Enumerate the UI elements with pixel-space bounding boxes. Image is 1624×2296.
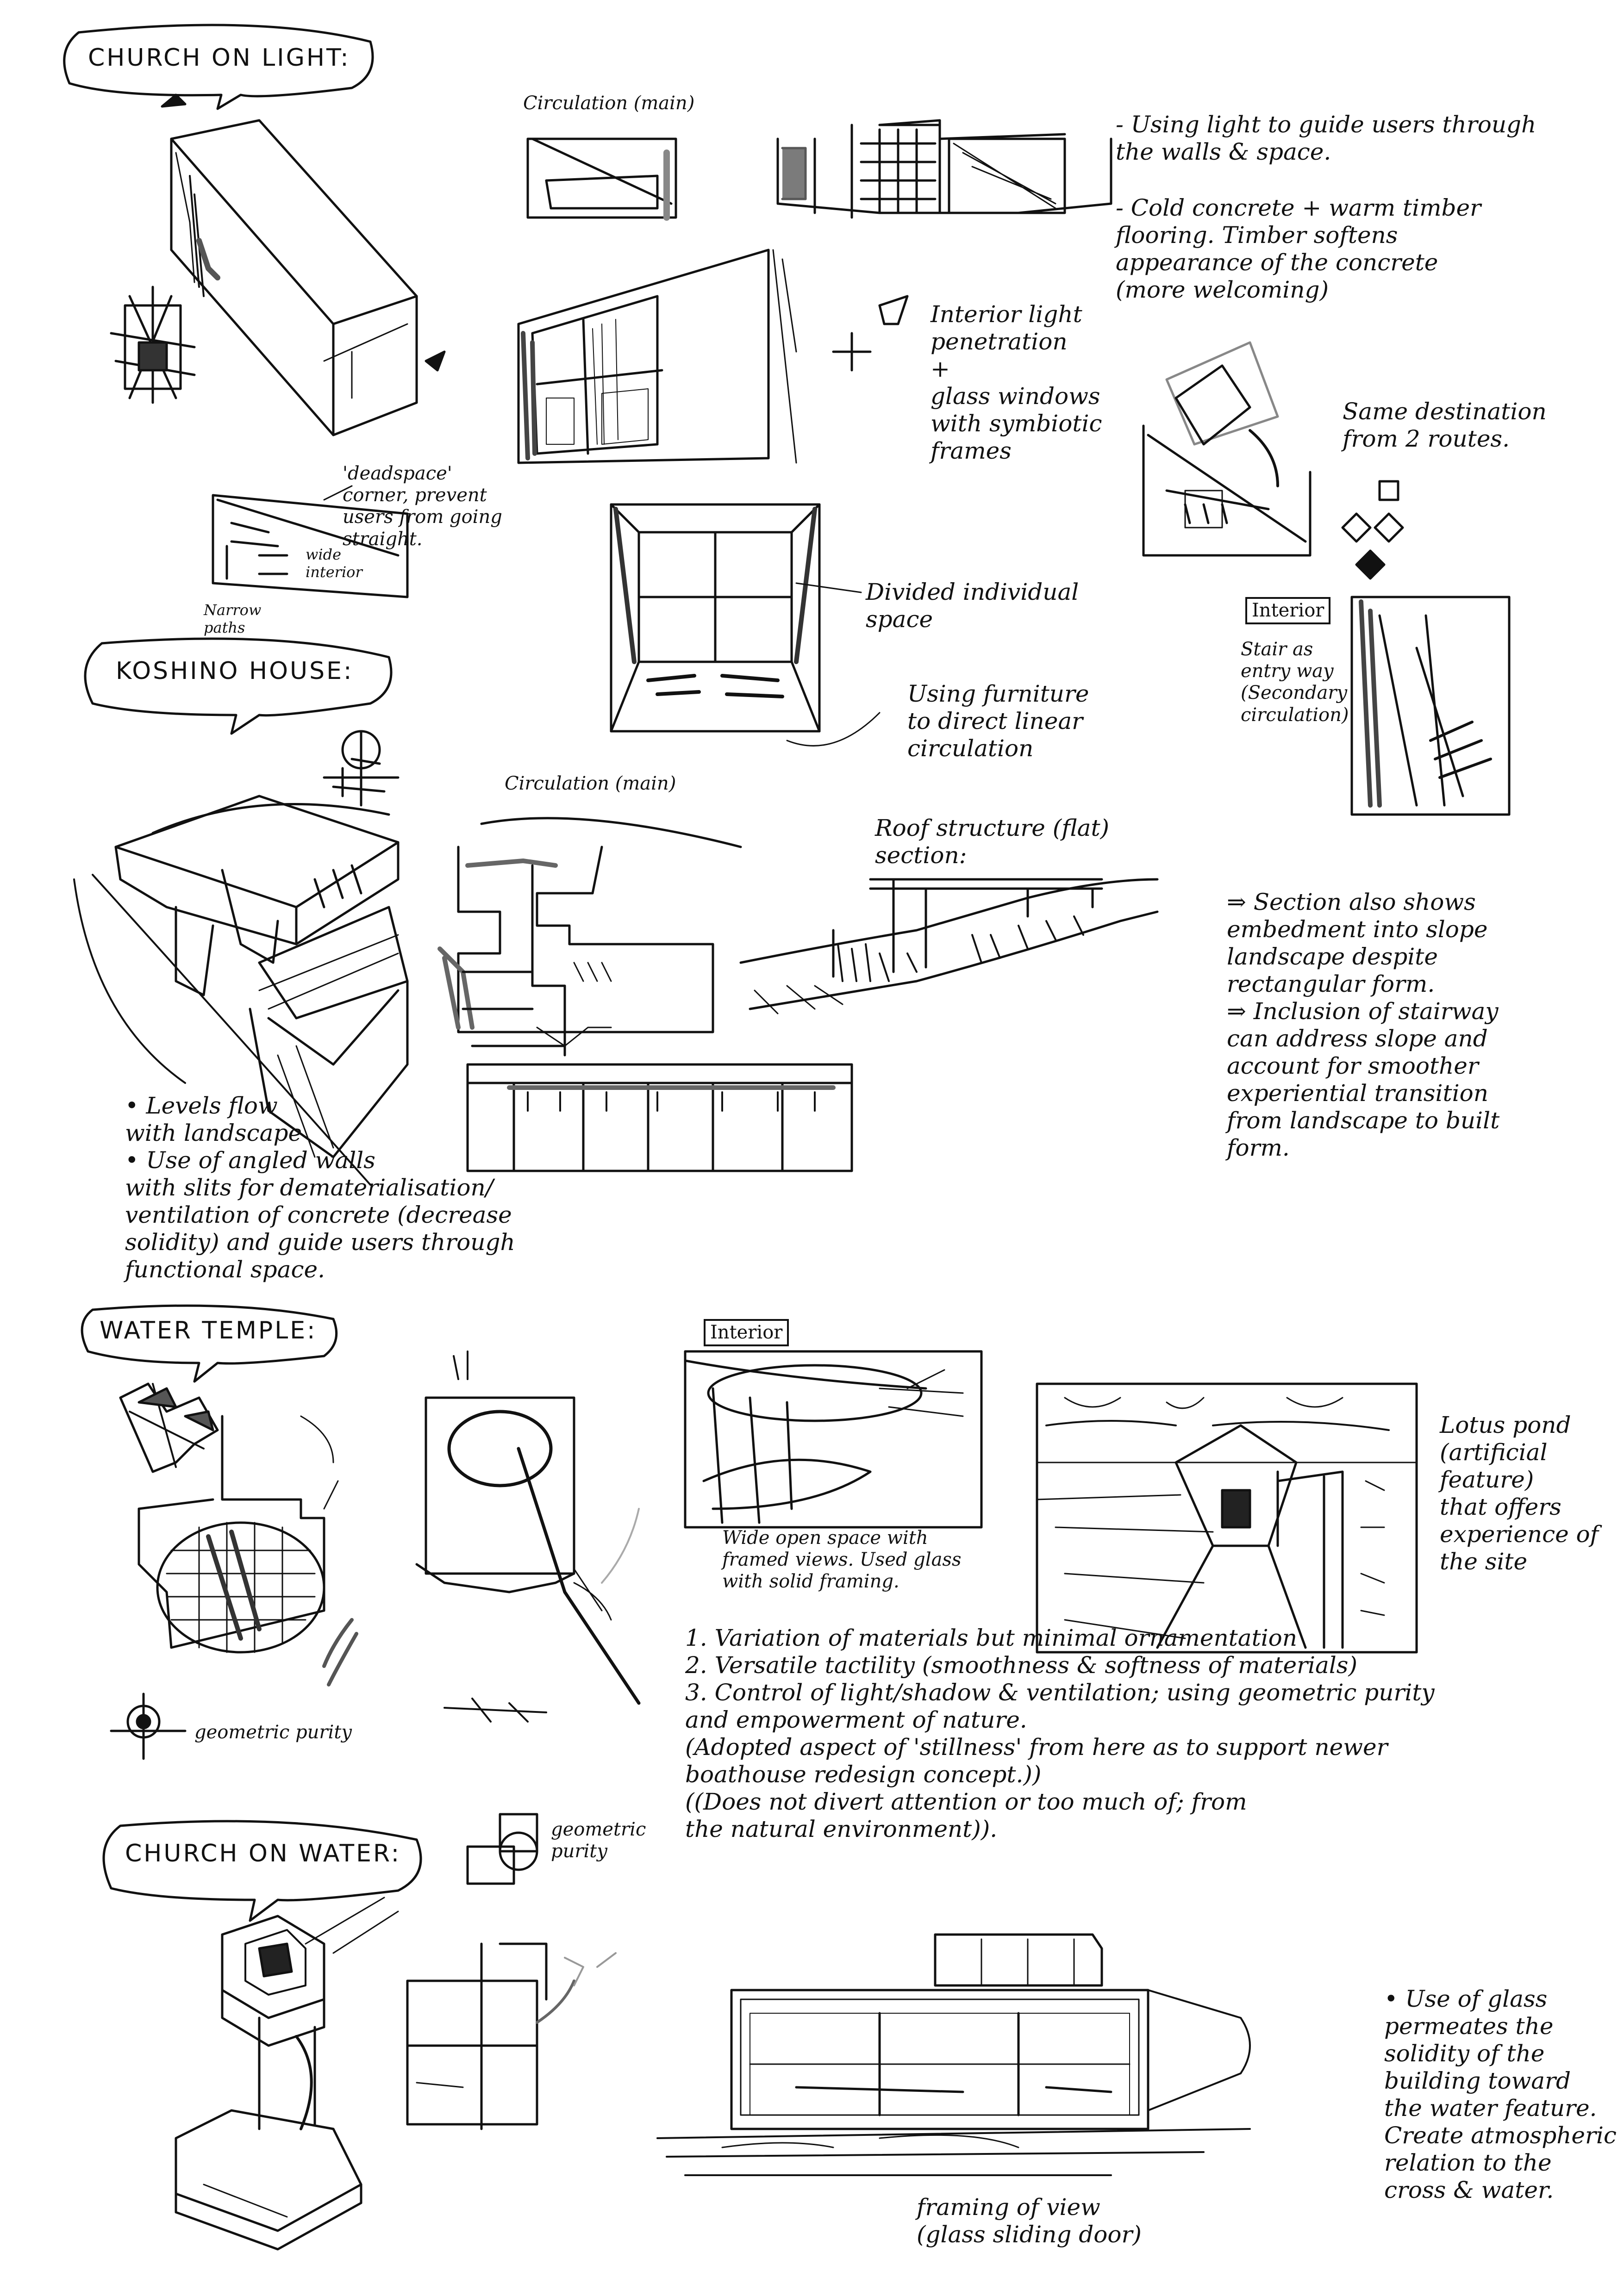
water-temple-wide-open-note: Wide open space with framed views. Used glass with solid framing. (722, 1527, 962, 1593)
same-destination-icon (1343, 481, 1403, 579)
church-water-elevation-glass-door (657, 1935, 1250, 2175)
koshino-bullets: • Levels flow with landscape • Use of angled walls with slits for dematerialisation/ ventilation of concrete (decrease solidity) and guide users through functional space. (125, 1092, 515, 1283)
church-water-glass-note: • Use of glass permeates the solidity of the building toward the water feature. Create atmospheric relation to the cross & water. (1384, 1985, 1617, 2203)
church-water-section (407, 1944, 616, 2129)
water-temple-title: WATER TEMPLE: (100, 1317, 317, 1344)
church-light-window-view (611, 504, 819, 731)
water-temple-lotus-pond-view (1037, 1384, 1417, 1652)
church-light-deadspace-note: 'deadspace' corner, prevent users from going straight. (343, 463, 502, 550)
church-light-bullet-concrete: - Cold concrete + warm timber flooring. Timber softens appearance of the concrete (more welcoming) (1116, 194, 1481, 303)
water-temple-section-plan (417, 1351, 639, 1722)
church-water-axonometric (176, 1898, 398, 2249)
church-light-furniture-note: Using furniture to direct linear circulation (907, 680, 1089, 762)
church-light-plan-symbol (111, 287, 194, 403)
water-temple-interior-tag: Interior (704, 1319, 789, 1346)
church-light-interior-tag: Interior (1245, 597, 1330, 624)
koshino-circulation-label: Circulation (main) (505, 773, 676, 794)
church-light-interior-cross-sketch (518, 250, 796, 463)
koshino-section-notes: ⇒ Section also shows embedment into slope landscape despite rectangular form. ⇒ Inclusion of stairway can address slope and account for smoother experiential transition from landscape to built form. (1227, 889, 1500, 1161)
church-water-geometric-icon (468, 1814, 537, 1884)
koshino-title: KOSHINO HOUSE: (116, 657, 354, 685)
water-temple-geometric-purity: geometric purity (194, 1722, 352, 1743)
title-bubble-church-water (104, 1821, 421, 1921)
church-water-geometric-purity: geometric purity (551, 1819, 646, 1862)
koshino-section (741, 879, 1157, 1014)
church-water-framing-note: framing of view (glass sliding door) (917, 2194, 1142, 2248)
koshino-roof-label: Roof structure (flat) section: (875, 815, 1110, 869)
church-light-route-diagram (1143, 342, 1310, 555)
church-light-interior-light-note: Interior light penetration + glass windows with symbiotic frames (931, 301, 1102, 464)
church-light-narrow-paths: Narrow paths (204, 601, 262, 636)
church-light-exterior-view (778, 120, 1111, 218)
koshino-plan-symbol (324, 731, 398, 805)
water-temple-lotus-note: Lotus pond (artificial feature) that offers experience of the site (1440, 1412, 1599, 1575)
water-temple-plan (120, 1384, 356, 1685)
church-light-wide-interior: wide interior (306, 546, 362, 581)
church-light-stair-interior (1352, 597, 1509, 815)
church-light-axonometric (162, 95, 444, 435)
church-light-same-destination: Same destination from 2 routes. (1343, 398, 1547, 452)
leader-line-furniture (787, 713, 880, 746)
church-light-divided-space: Divided individual space (866, 579, 1079, 633)
church-light-circulation-label: Circulation (main) (523, 93, 695, 114)
church-light-stair-note: Stair as entry way (Secondary circulation) (1241, 639, 1349, 726)
title-bubble-koshino (85, 639, 391, 734)
cross-symbol-sketch (833, 296, 907, 370)
church-water-title: CHURCH ON WATER: (125, 1840, 401, 1867)
church-light-bullet-light: - Using light to guide users through the walls & space. (1116, 111, 1537, 165)
church-light-section-sketch (528, 139, 676, 218)
water-temple-interior-sketch (685, 1351, 981, 1527)
church-light-title: CHURCH ON LIGHT: (88, 44, 350, 72)
water-temple-list: 1. Variation of materials but minimal ornamentation 2. Versatile tactility (smoothness & softness of materials) 3. Control of light/shadow & ventilation; using geometric purity and empowerment of nature. (Adopted aspect of 'stillness' from here as to support newer boathouse redesign concept.)) ((Does not divert attention or too much of; from the natural environment)). (685, 1624, 1435, 1842)
water-temple-geometric-icon (111, 1694, 185, 1759)
